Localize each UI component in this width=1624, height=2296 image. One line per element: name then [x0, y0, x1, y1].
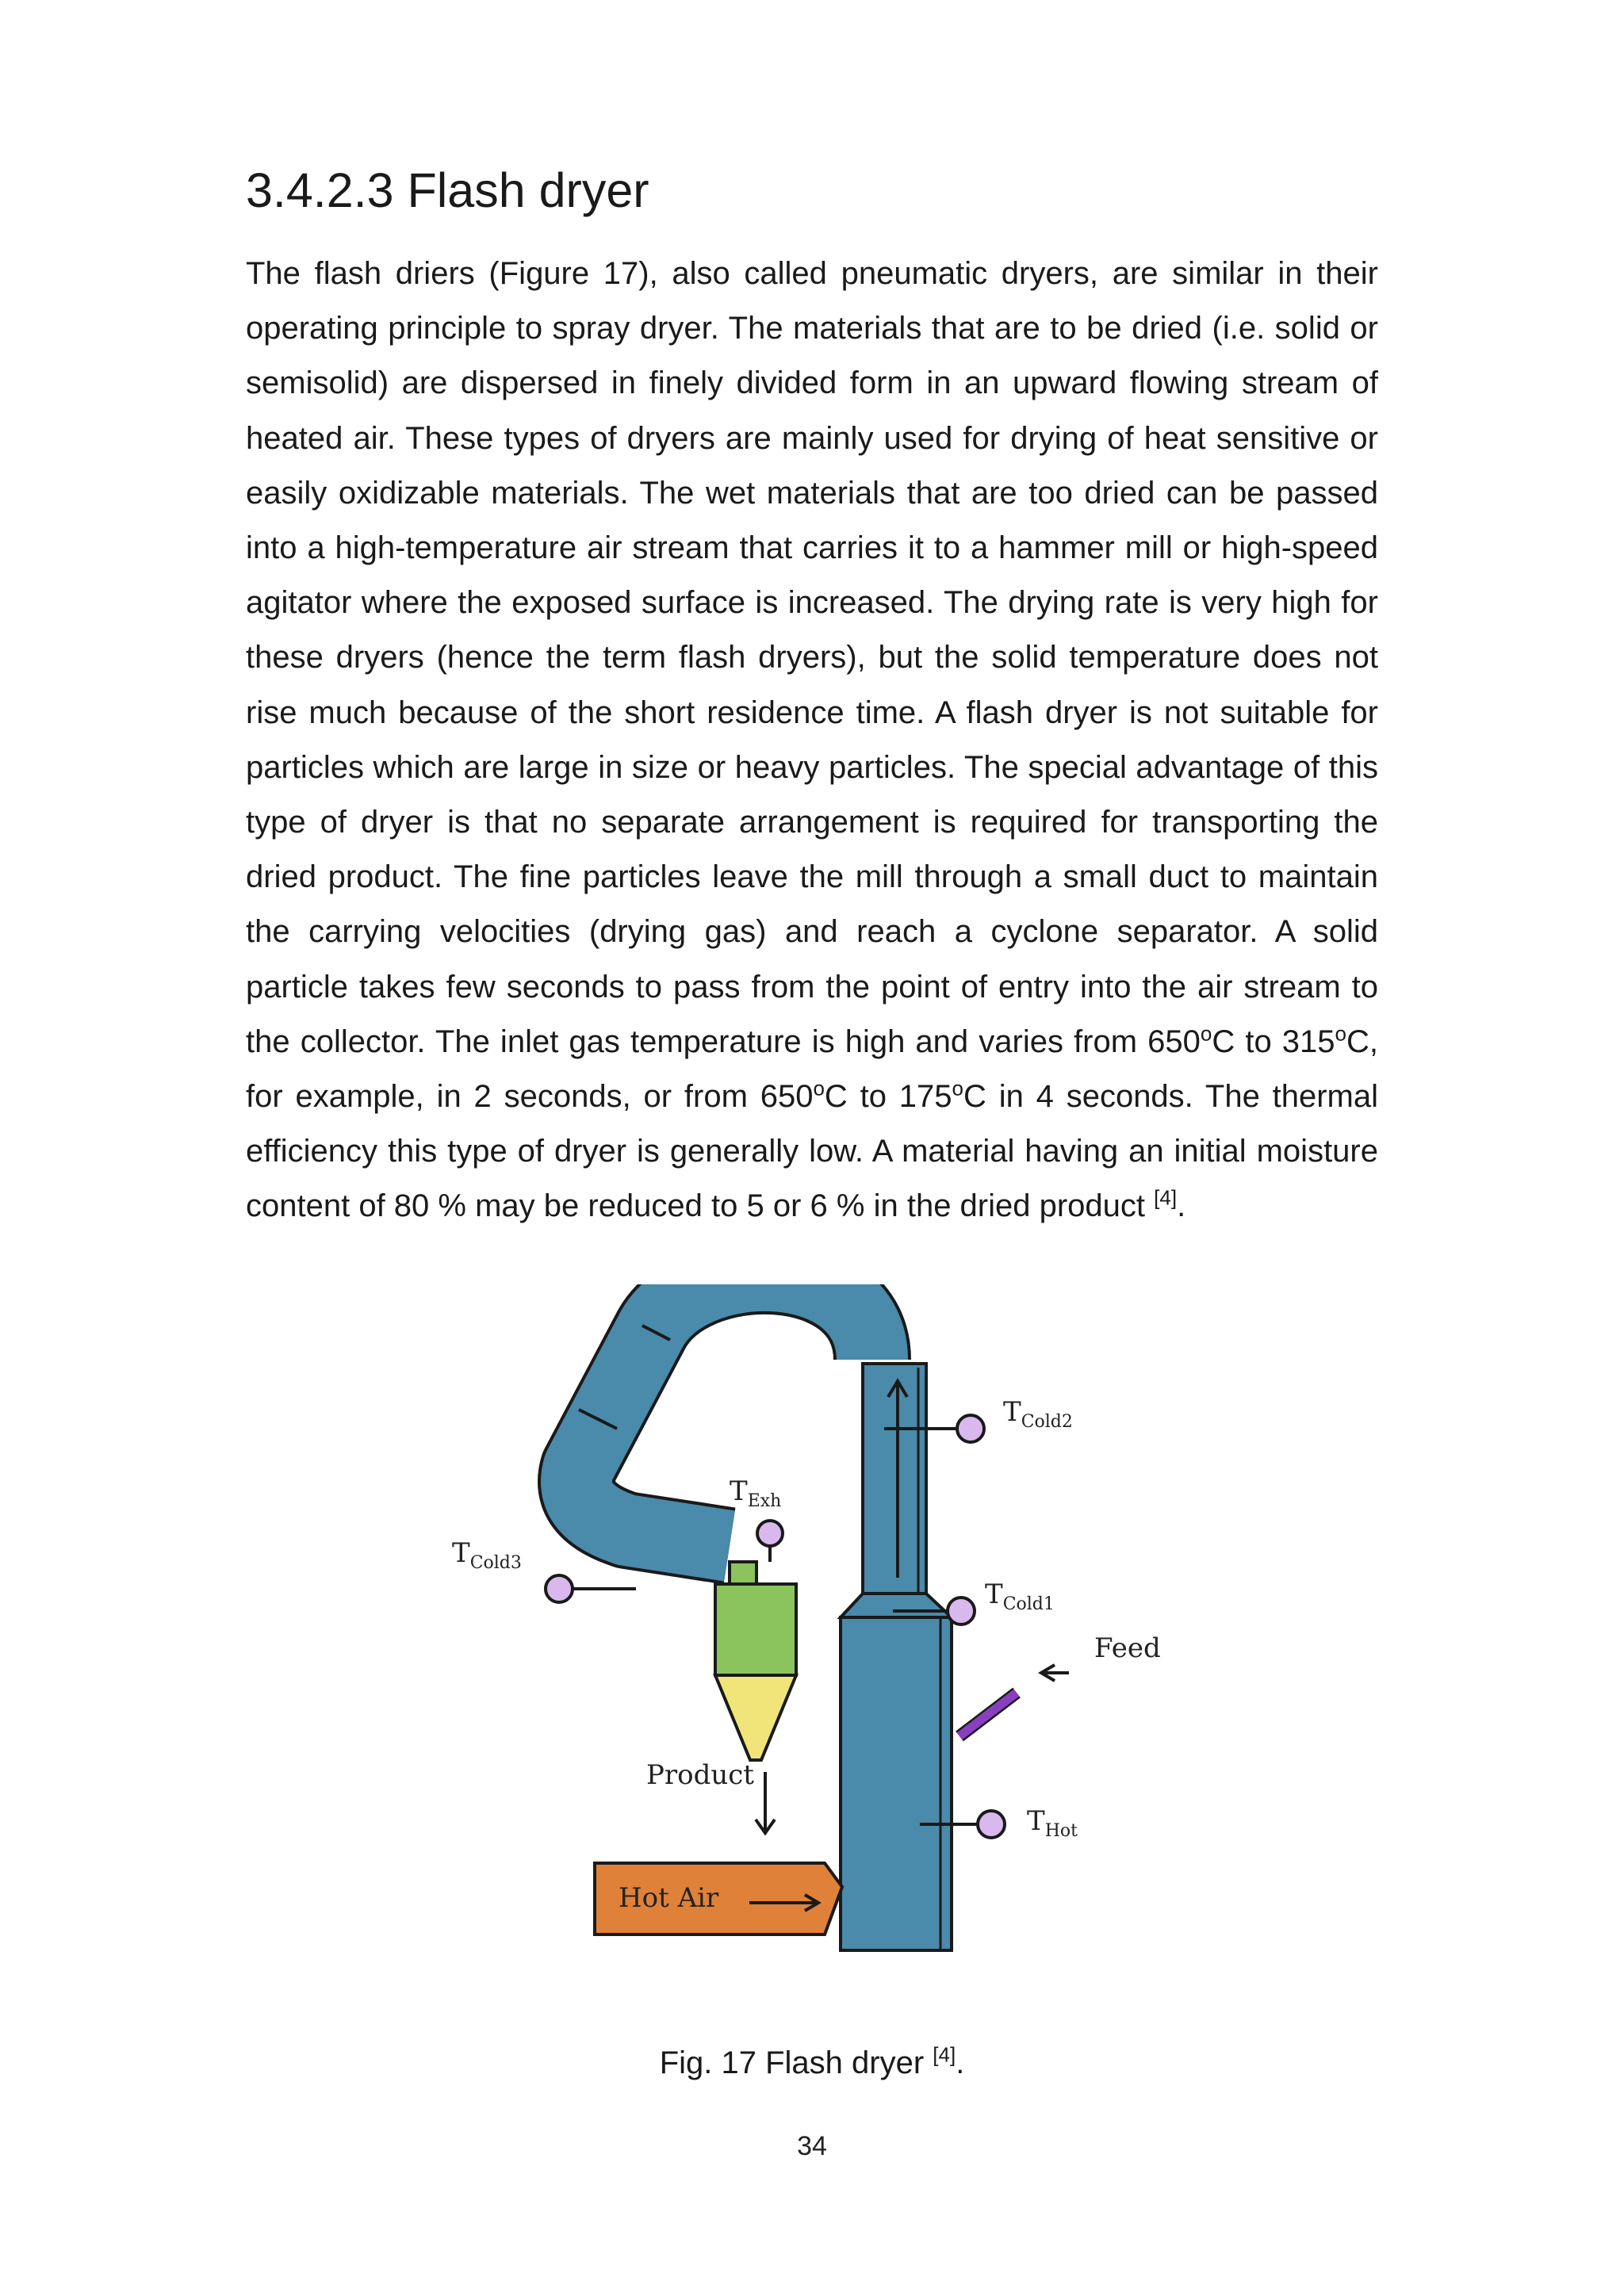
paragraph-text-3: C, for example, in 2 seconds, or from 650 [246, 1024, 1378, 1115]
left-arrow-icon [1041, 1665, 1069, 1681]
degree-superscript: o [1200, 1021, 1212, 1046]
sensor-t-cold3 [546, 1575, 636, 1602]
paragraph-end: . [1177, 1188, 1186, 1224]
label-t-hot: $T_{Hot}$ [1027, 1805, 1078, 1841]
degree-superscript: o [952, 1076, 963, 1100]
degree-superscript: o [813, 1076, 825, 1100]
down-arrow-icon [756, 1772, 775, 1833]
paragraph-text-5: C in 4 seconds. The thermal efficiency this type of dryer is generally low. A material having an initial moisture content of 80 % may be reduced to 5 or 6 % in the dried product [246, 1079, 1378, 1224]
sensor-t-exh [757, 1521, 783, 1562]
body-paragraph [246, 247, 1378, 1234]
dryer-column [841, 1617, 952, 1950]
cyclone-cone [715, 1675, 796, 1760]
label-hot-air: Hot Air [619, 1882, 719, 1914]
paragraph-text-4: C to 175 [824, 1079, 952, 1115]
paragraph-text-2: C to 315 [1212, 1024, 1335, 1059]
label-t-exh: $T_{Exh}$ [730, 1475, 782, 1511]
label-t-cold3: $T_{Cold3}$ [452, 1537, 522, 1573]
section-heading: 3.4.2.3 Flash dryer [246, 163, 649, 217]
cyclone-cap [730, 1562, 756, 1586]
degree-superscript: o [1335, 1021, 1346, 1046]
flash-dryer-diagram [428, 1284, 1221, 1966]
riser-column [863, 1364, 926, 1594]
page-number: 34 [797, 2131, 827, 2161]
label-product: Product [646, 1759, 754, 1791]
column-transition [841, 1594, 952, 1617]
curved-duct [576, 1284, 872, 1546]
cyclone-body [715, 1584, 796, 1675]
label-feed: Feed [1094, 1632, 1161, 1664]
label-t-cold2: $T_{Cold2}$ [1003, 1396, 1073, 1432]
label-t-cold1: $T_{Cold1}$ [985, 1578, 1055, 1614]
citation: [4] [1154, 1186, 1178, 1211]
paragraph-text-1: The flash driers (Figure 17), also called pneumatic dryers, are similar in their operating principle to spray dryer. The materials that are to be dried (i.e. solid or semisolid) are dispersed in finely divided form in an upward flowing stream of heated air. These types of dryers are mainly used for drying of heat sensitive or easily oxidizable materials. The wet materials that are too dried can be passed into a high-temperature air stream that carries it to a hammer mill or high-speed agitator where the exposed surface is increased. The drying rate is very high for these dryers (hence the term flash dryers), but the solid temperature does not rise much because of the short residence time. A flash dryer is not suitable for particles which are large in size or heavy particles. The special advantage of this type of dryer is that no separate arrangement is required for transporting the dried product. The fine particles leave the mill through a small duct to maintain the carrying velocities (drying gas) and reach a cyclone separator. A solid particle takes few seconds to pass from the point of entry into the air stream to the collector. The inlet gas temperature is high and varies from 650 [246, 256, 1378, 1059]
flash-dryer-figure [428, 1284, 1221, 1966]
citation: [4] [933, 2042, 956, 2067]
figure-caption: Fig. 17 Flash dryer [4]. [659, 2042, 965, 2080]
